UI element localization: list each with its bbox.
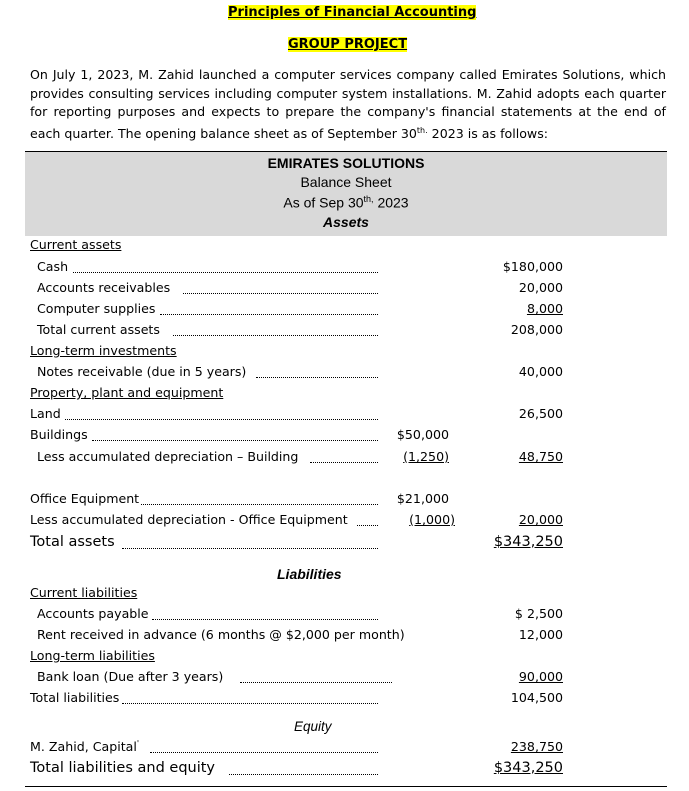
leader-dots	[256, 377, 378, 378]
office-dep-amount: (1,000)	[409, 512, 455, 527]
leader-dots	[65, 419, 378, 420]
bldg-dep-label: Less accumulated depreciation – Building	[37, 449, 299, 464]
lti-heading: Long-term investments	[30, 343, 177, 358]
notes-label: Notes receivable (due in 5 years)	[37, 364, 247, 379]
loan-label: Bank loan (Due after 3 years)	[37, 669, 224, 684]
leader-dots	[357, 525, 378, 526]
leader-dots	[122, 703, 378, 704]
leader-dots	[229, 774, 378, 775]
leader-dots	[73, 272, 378, 273]
ar-amount: 20,000	[518, 280, 563, 295]
bottom-rule	[25, 786, 667, 787]
rent-label: Rent received in advance (6 months @ $2,000 per month)	[37, 627, 405, 642]
office-dep-label: Less accumulated depreciation - Office Equipment	[30, 512, 348, 527]
statement-name: Balance Sheet	[300, 174, 392, 190]
ap-amount: $ 2,500	[514, 606, 563, 621]
current-assets-heading: Current assets	[30, 237, 122, 252]
intro-paragraph: On July 1, 2023, M. Zahid launched a computer services company called Emirates Solutions, which provides consulting services including computer system installations. M. Zahid adopts each quarter for reporting purposes and expects to prepare the company's financial statements at the end of each quarter. The opening balance sheet as of September $30^{th.}$ 2023 is as follows:	[30, 67, 666, 141]
leader-dots	[152, 619, 378, 620]
buildings-amount: $50,000	[396, 427, 449, 442]
leader-dots	[141, 504, 378, 505]
leader-dots	[310, 462, 378, 463]
leader-dots	[173, 335, 378, 336]
ar-label: Accounts receivables	[37, 280, 171, 295]
land-amount: 26,500	[518, 406, 563, 421]
lt-liabilities-heading: Long-term liabilities	[30, 648, 155, 663]
leader-dots	[92, 440, 378, 441]
leader-dots	[160, 314, 378, 315]
total-le-amount: $343,250	[493, 760, 563, 776]
notes-amount: 40,000	[518, 364, 563, 379]
leader-dots	[122, 548, 378, 549]
bldg-dep-amount: (1,250)	[403, 449, 449, 464]
cash-label: Cash	[37, 259, 69, 274]
office-equipment-label: Office Equipment	[30, 491, 140, 506]
total-liabilities-amount: 104,500	[510, 690, 563, 705]
supplies-label: Computer supplies	[37, 301, 156, 316]
total-liabilities-label: Total liabilities	[30, 690, 120, 705]
assets-heading: Assets	[323, 214, 369, 230]
total-le-label: Total liabilities and equity	[30, 760, 216, 776]
total-current-assets-label: Total current assets	[37, 322, 160, 337]
office-equipment-amount: $21,000	[396, 491, 449, 506]
capital-label: M. Zahid, Capital'	[30, 739, 140, 755]
land-label: Land	[30, 406, 61, 421]
loan-amount: 90,000	[518, 669, 563, 684]
total-assets-label: Total assets	[30, 534, 115, 550]
liabilities-heading: Liabilities	[277, 566, 342, 582]
total-current-assets-amount: 208,000	[510, 322, 563, 337]
rent-amount: 12,000	[518, 627, 563, 642]
statement-date: As of Sep $30^{th,}$ 2023	[283, 194, 409, 211]
current-liabilities-heading: Current liabilities	[30, 585, 138, 600]
bldg-net-amount: 48,750	[518, 449, 563, 464]
cash-amount: $180,000	[502, 259, 563, 274]
leader-dots	[240, 682, 392, 683]
project-title: GROUP PROJECT	[288, 37, 408, 52]
buildings-label: Buildings	[30, 427, 88, 442]
leader-dots	[150, 752, 378, 753]
course-title: Principles of Financial Accounting	[228, 5, 477, 20]
total-assets-amount: $343,250	[493, 534, 563, 550]
statement-header	[25, 151, 667, 236]
supplies-amount: 8,000	[526, 301, 563, 316]
ppe-heading: Property, plant and equipment	[30, 385, 224, 400]
capital-amount: 238,750	[510, 739, 563, 754]
equity-heading: Equity	[294, 719, 332, 734]
leader-dots	[183, 293, 378, 294]
company-name: EMIRATES SOLUTIONS	[267, 155, 425, 171]
ap-label: Accounts payable	[37, 606, 149, 621]
office-net-amount: 20,000	[518, 512, 563, 527]
